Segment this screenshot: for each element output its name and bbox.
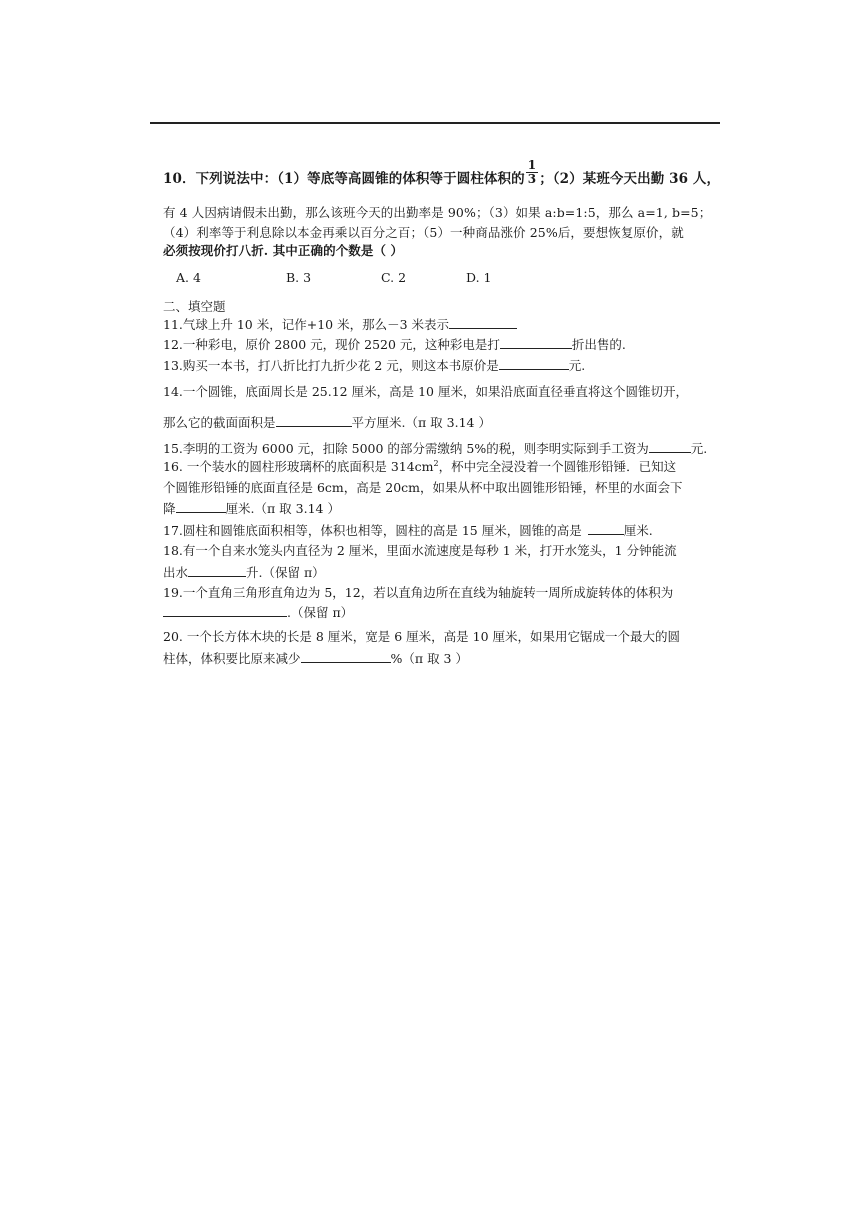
answer-blank (176, 500, 226, 513)
fraction-numerator: 1 (527, 158, 537, 172)
q13-text: 13.购买一本书，打八折比打九折少花 2 元，则这本书原价是 (163, 358, 499, 373)
q12-suffix: 折出售的. (571, 337, 626, 352)
answer-blank (276, 414, 352, 427)
q20-line-1: 20. 一个长方体木块的长是 8 厘米，宽是 6 厘米，高是 10 厘米，如果用它锯成一个最大的圆 (163, 629, 681, 644)
q10-line-1 (163, 158, 721, 189)
answer-blank (301, 650, 391, 663)
q17-suffix: 厘米. (623, 523, 653, 538)
q11 (163, 316, 517, 333)
q10-text-a: 10．下列说法中：（1）等底等高圆锥的体积等于圆柱体积的 (163, 171, 525, 187)
q19-line-2 (163, 604, 353, 621)
superscript-2: 2 (433, 458, 439, 468)
q20-suffix: %（π 取 3 ） (390, 651, 468, 666)
fraction-one-third (526, 159, 538, 186)
q13-suffix: 元. (568, 358, 586, 373)
q13 (163, 357, 585, 374)
q17-text: 17.圆柱和圆锥底面积相等，体积也相等，圆柱的高是 15 厘米，圆锥的高是 (163, 523, 582, 538)
option-c: C. 2 (381, 270, 407, 285)
q15-text: 15.李明的工资为 6000 元，扣除 5000 的部分需缴纳 5%的税，则李明实际到手工资为 (163, 441, 649, 456)
q10-line-2: 有 4 人因病请假未出勤，那么该班今天的出勤率是 90%；（3）如果 a:b=1:5，那么 a=1, b=5； (163, 205, 712, 220)
answer-blank (588, 522, 624, 535)
q14-line-2 (163, 414, 491, 431)
q19-suffix: .（保留 π） (287, 605, 354, 620)
answer-blank (500, 336, 572, 349)
answer-blank (449, 316, 517, 329)
q14-line-1: 14.一个圆锥，底面周长是 25.12 厘米，高是 10 厘米，如果沿底面直径垂直将这个圆锥切开， (163, 384, 688, 399)
q16-suffix: 厘米.（π 取 3.14 ） (225, 501, 340, 516)
q18-line-1: 18.有一个自来水笼头内直径为 2 厘米，里面水流速度是每秒 1 米，打开水笼头，1 分钟能流 (163, 543, 677, 558)
header-rule (150, 122, 720, 124)
option-a: A. 4 (176, 270, 201, 285)
answer-blank (188, 564, 246, 577)
q18-line-2: 出水 升.（保留 π） (163, 565, 325, 580)
option-d: D. 1 (466, 270, 492, 285)
q12 (163, 336, 626, 353)
q15 (163, 440, 707, 457)
q18-suffix: 升.（保留 π） (246, 565, 325, 580)
answer-blank (649, 440, 691, 453)
q10-line-3: （4）利率等于利息除以本金再乘以百分之百；（5）一种商品涨价 25%后，要想恢复原价，就 (163, 225, 684, 240)
option-b: B. 3 (286, 270, 312, 285)
q16-line-2: 个圆锥形铅锤的底面直径是 6cm，高是 20cm，如果从杯中取出圆锥形铅锤，杯里的水面会下 (163, 480, 683, 495)
q10-line-4: 必须按现价打八折. 其中正确的个数是（ ） (163, 243, 404, 258)
q17 (163, 522, 653, 539)
q16-line-3: 降 厘米.（π 取 3.14 ） (163, 501, 340, 516)
q15-suffix: 元. (690, 441, 708, 456)
q14-suffix: 平方厘米.（π 取 3.14 ） (351, 415, 491, 430)
q11-text: 11.气球上升 10 米，记作+10 米，那么－3 米表示 (163, 317, 450, 332)
q10-text-b: ；（2）某班今天出勤 36 人， (539, 171, 721, 187)
q20-line-2: 柱体，体积要比原来减少 %（π 取 3 ） (163, 651, 468, 666)
q10-options (0, 270, 868, 286)
q19-line-1: 19.一个直角三角形直角边为 5，12，若以直角边所在直线为轴旋转一周所成旋转体的体积为 (163, 585, 674, 600)
fraction-denominator: 3 (527, 172, 537, 186)
answer-blank (163, 604, 287, 617)
section-title-fill-in: 二、填空题 (163, 299, 226, 314)
q12-text: 12.一种彩电，原价 2800 元，现价 2520 元，这种彩电是打 (163, 337, 500, 352)
q16-line-1: 16. 一个装水的圆柱形玻璃杯的底面积是 $314cm^2$，杯中完全浸没着一个圆锥形铅锤．已知这 (163, 458, 677, 474)
q14-text: 那么它的截面面积是 (163, 415, 276, 430)
answer-blank (499, 357, 569, 370)
